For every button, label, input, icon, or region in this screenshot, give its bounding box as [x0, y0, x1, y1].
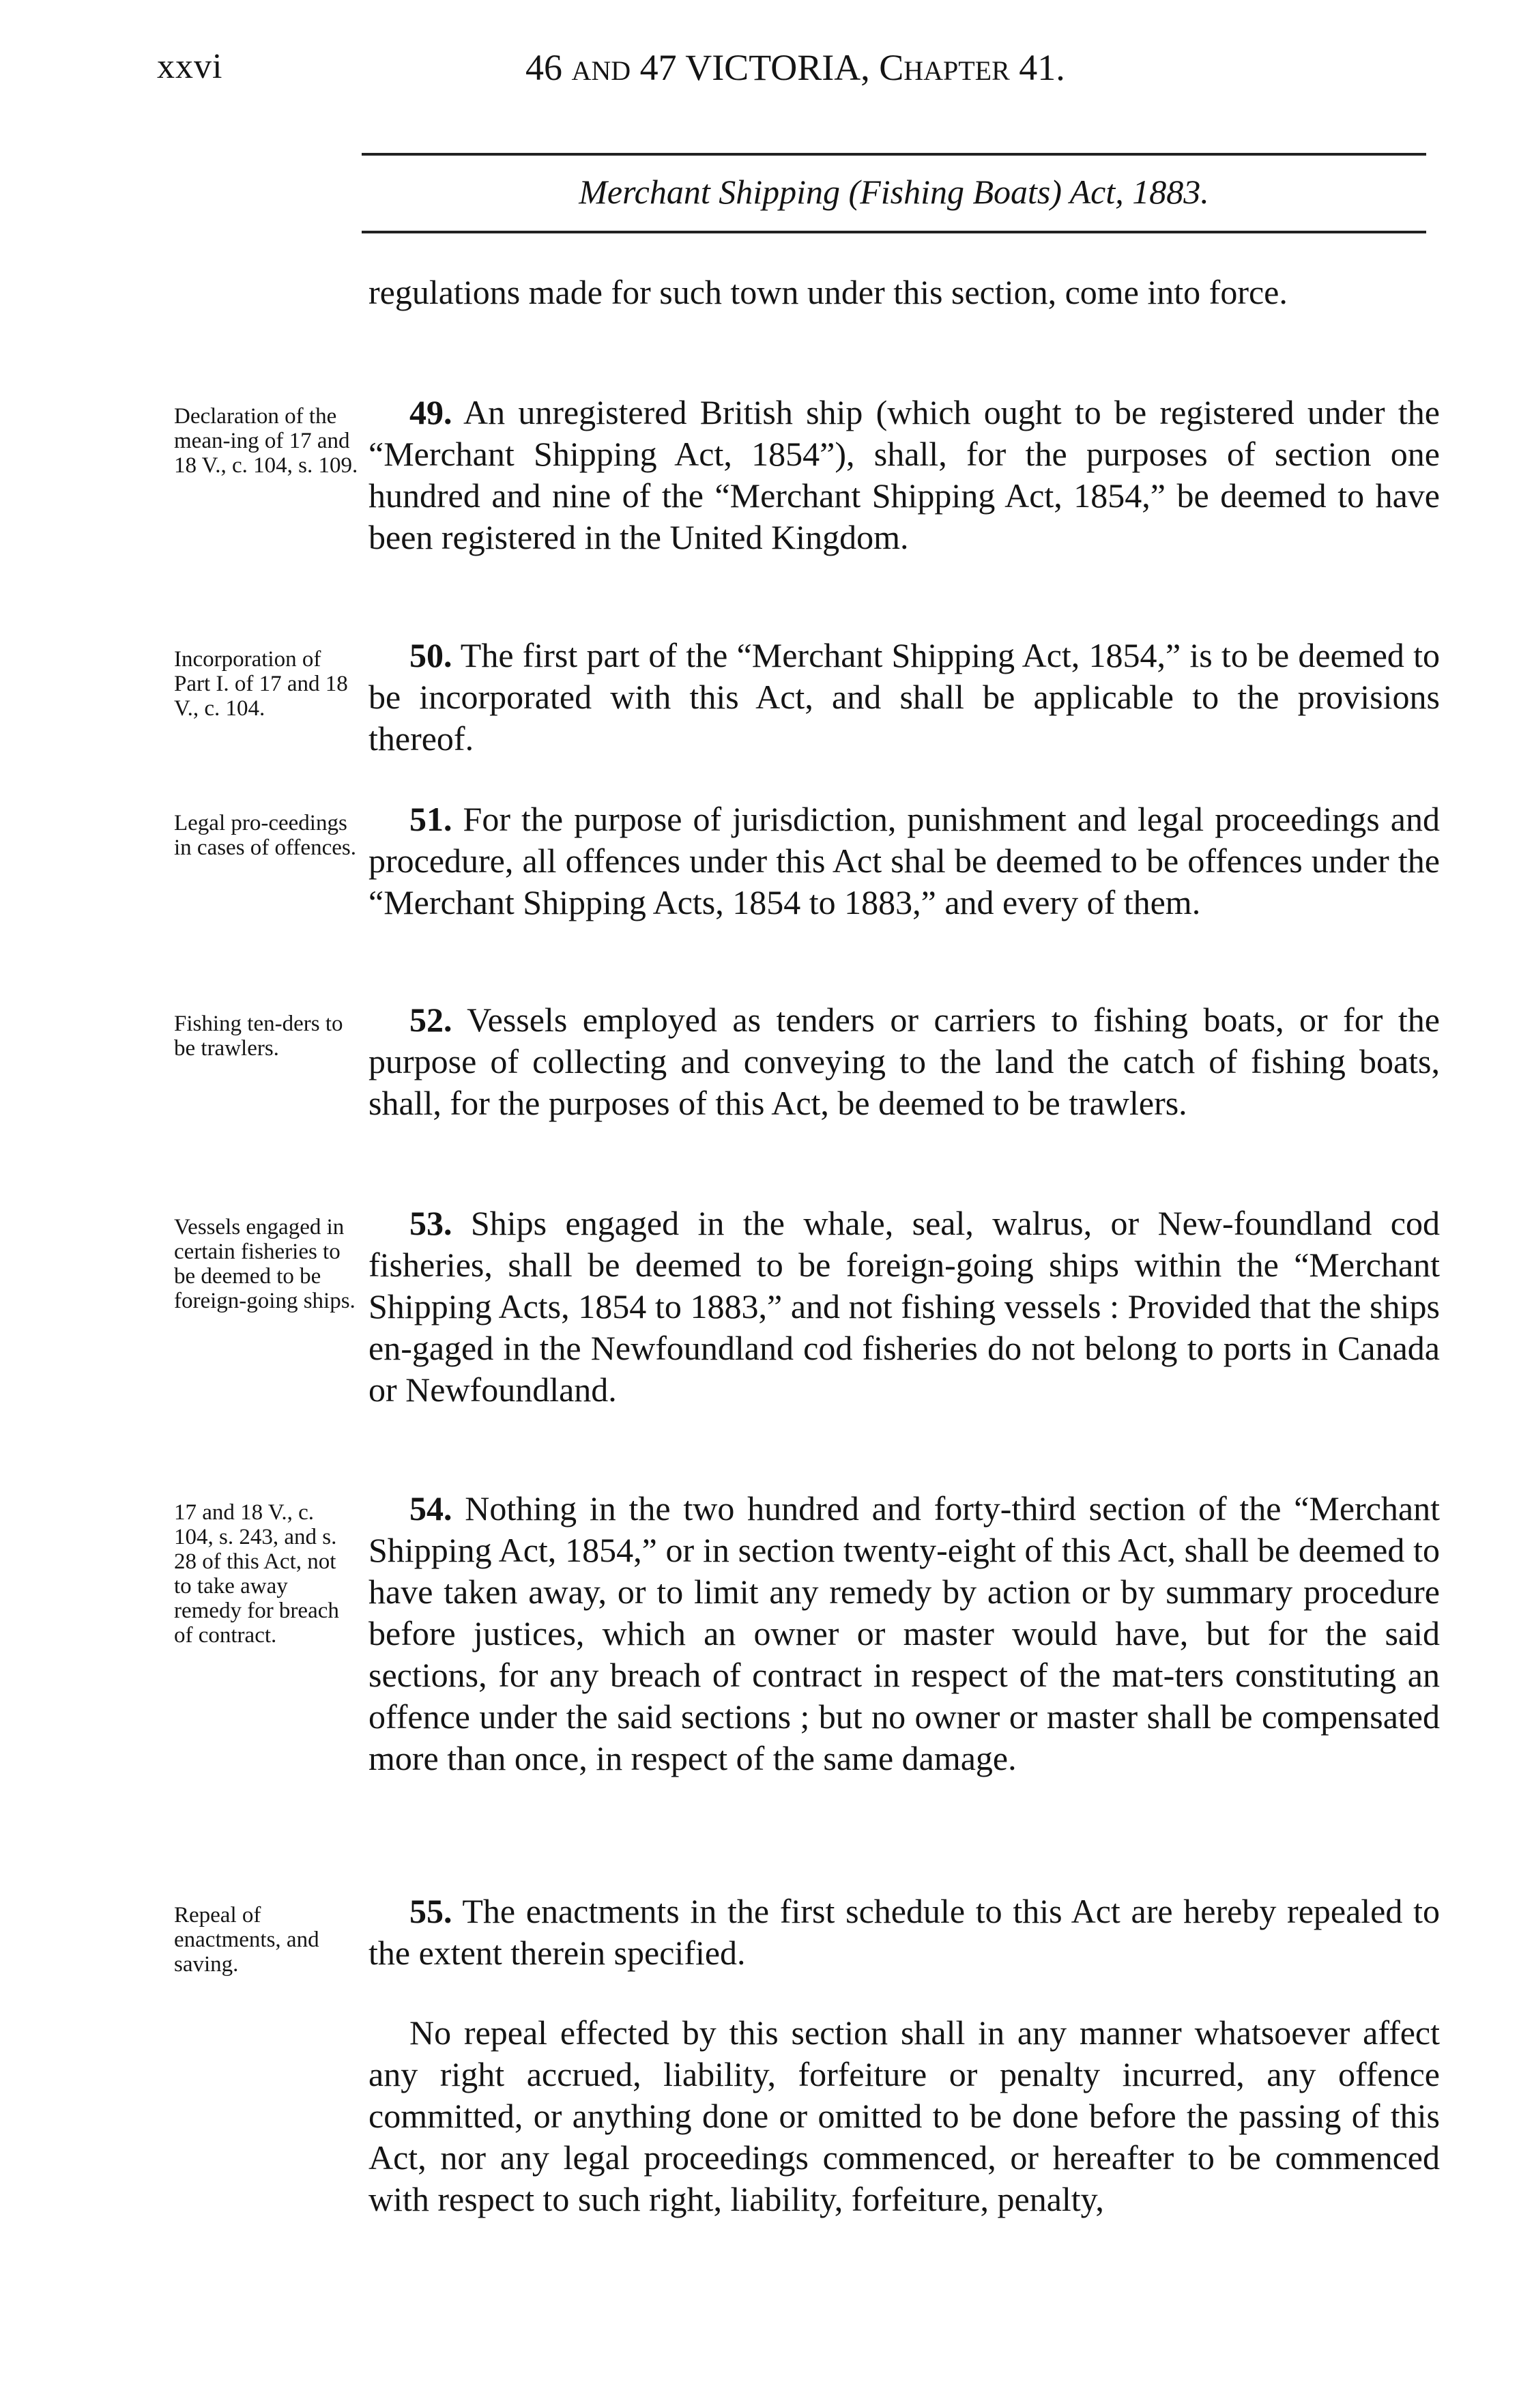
section-text	[368, 1488, 1440, 1779]
margin-note: 17 and 18 V., c. 104, s. 243, and s. 28 of this Act, not to take away remedy for breach of contract.	[174, 1500, 339, 1648]
section-number: 54.	[409, 1489, 452, 1528]
section-body: The enactments in the first schedule to this Act are hereby repealed to the extent therein specified.	[368, 1892, 1440, 1972]
section-number: 53.	[409, 1204, 452, 1242]
section-body: The first part of the “Merchant Shipping Act, 1854,” is to be deemed to be incorporated with this Act, and shall be applicable to the provisions thereof.	[368, 636, 1440, 758]
running-title-part: HAPTER	[903, 55, 1010, 86]
page-folio: xxvi	[157, 47, 223, 86]
section-text	[368, 1203, 1440, 1411]
page-header	[157, 46, 1440, 108]
saving-paragraph: No repeal effected by this section shall in any manner whatsoever affect any right accrued, liability, forfeiture or penalty incurred, any offence committed, or anything done or omitted to be done before the passing of this Act, nor any legal proceedings commenced, or hereafter to be commenced with respect to such right, liability, forfeiture, penalty,	[368, 2013, 1440, 2218]
section-number: 50.	[409, 636, 452, 674]
section-number: 52.	[409, 1001, 452, 1039]
section-body: Nothing in the two hundred and forty-third section of the “Merchant Shipping Act, 1854,” or in section twenty-eight of this Act, shall be deemed to have taken away, or to limit any remedy by action or by summary procedure before justices, which an owner or master would have, but for the said sections, for any breach of contract in respect of the mat-ters constituting an offence under the said sections ; but no owner or master shall be compensated more than once, in respect of the same damage.	[368, 1489, 1440, 1777]
act-title: Merchant Shipping (Fishing Boats) Act, 1883.	[579, 173, 1209, 211]
running-title-part: 46	[525, 47, 572, 88]
running-title	[525, 46, 1065, 89]
header-rule-top	[362, 153, 1426, 156]
margin-note: Fishing ten-ders to be trawlers.	[174, 1012, 343, 1061]
section-number: 55.	[409, 1892, 452, 1930]
running-title-part: AND	[571, 55, 631, 86]
section-number: 49.	[409, 393, 452, 431]
header-rule-bottom	[362, 231, 1426, 233]
section-number: 51.	[409, 800, 452, 838]
section-body: Ships engaged in the whale, seal, walrus, or New-foundland cod fisheries, shall be deemed to be foreign-going ships within the “Merchant Shipping Acts, 1854 to 1883,” and not fishing vessels : Provided that the ships en-gaged in the Newfoundland cod fisheries do not belong to ports in Canada or Newfoundland.	[368, 1204, 1440, 1409]
section-text	[368, 799, 1440, 923]
section-text	[368, 999, 1440, 1124]
section-text	[368, 1891, 1440, 1974]
margin-note: Vessels engaged in certain fisheries to be deemed to be foreign-going ships.	[174, 1215, 356, 1313]
running-title-part: 41.	[1009, 47, 1065, 88]
margin-note: Declaration of the mean-ing of 17 and 18 V., c. 104, s. 109.	[174, 404, 358, 478]
margin-note: Repeal of enactments, and saving.	[174, 1903, 319, 1977]
section-text	[368, 635, 1440, 760]
section-body: Vessels employed as tenders or carriers to fishing boats, or for the purpose of collecting and conveying to the land the catch of fishing boats, shall, for the purposes of this Act, be deemed to be trawlers.	[368, 1001, 1440, 1122]
margin-note: Incorporation of Part I. of 17 and 18 V., c. 104.	[174, 647, 348, 721]
running-title-part: 47 VICTORIA, C	[631, 47, 904, 88]
section-body: An unregistered British ship (which ought to be registered under the “Merchant Shipping Act, 1854”), shall, for the purposes of section one hundred and nine of the “Merchant Shipping Act, 1854,” be deemed to have been registered in the United Kingdom.	[368, 393, 1440, 556]
section-body: For the purpose of jurisdiction, punishment and legal proceedings and procedure, all offences under this Act shal be deemed to be offences under the “Merchant Shipping Acts, 1854 to 1883,” and every of them.	[368, 800, 1440, 921]
section-text	[368, 392, 1440, 558]
margin-note: Legal pro-ceedings in cases of offences.	[174, 811, 356, 860]
continuation-text: regulations made for such town under this section, come into force.	[368, 273, 1288, 311]
